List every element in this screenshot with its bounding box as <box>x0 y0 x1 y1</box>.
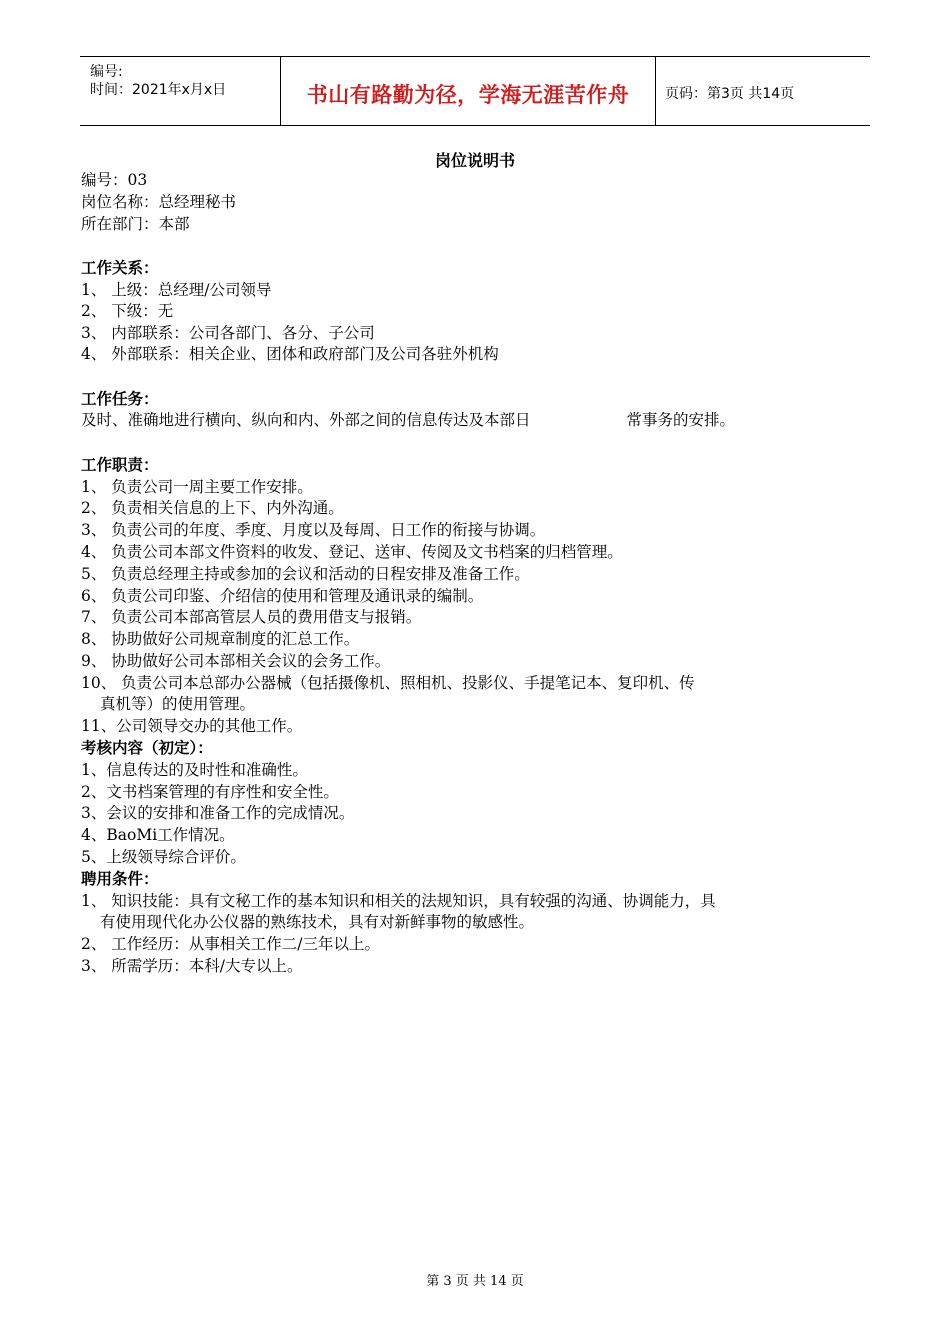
relations-item: 1、 上级：总经理/公司领导 <box>81 281 272 299</box>
assessment-item: 3、会议的安排和准备工作的完成情况。 <box>81 804 355 822</box>
info-position: 岗位名称：总经理秘书 <box>81 193 237 211</box>
header-page-label: 页码：第3页 共14页 <box>665 86 795 102</box>
relations-item: 2、 下级：无 <box>81 302 174 320</box>
duty-item-11: 11、公司领导交办的其他工作。 <box>81 717 303 735</box>
duty-item: 9、 协助做好公司本部相关会议的会务工作。 <box>81 652 391 670</box>
page-footer: 第 3 页 共 14 页 <box>426 1274 524 1289</box>
duty-item: 5、 负责总经理主持或参加的会议和活动的日程安排及准备工作。 <box>81 565 530 583</box>
relations-item: 3、 内部联系：公司各部门、各分、子公司 <box>81 324 375 342</box>
assessment-item: 2、文书档案管理的有序性和安全性。 <box>81 783 339 801</box>
task-text <box>81 410 735 431</box>
header-time-label: 时间：2021年x月x日 <box>90 82 227 98</box>
duty-item: 1、 负责公司一周主要工作安排。 <box>81 478 313 496</box>
hiring-item-1-line2: 有使用现代化办公仪器的熟练技术，具有对新鲜事物的敏感性。 <box>100 913 535 931</box>
duty-item-10-line1: 10、 负责公司本总部办公器械（包括摄像机、照相机、投影仪、手提笔记本、复印机、传 <box>81 674 695 692</box>
info-department: 所在部门：本部 <box>81 215 190 233</box>
task-heading: 工作任务： <box>81 390 159 408</box>
header-motto-cell <box>280 57 656 125</box>
header-page-cell <box>655 57 870 125</box>
hiring-item-3: 3、 所需学历：本科/大专以上。 <box>81 957 303 975</box>
duties-heading: 工作职责： <box>81 456 159 474</box>
duty-item: 8、 协助做好公司规章制度的汇总工作。 <box>81 630 360 648</box>
relations-item: 4、 外部联系：相关企业、团体和政府部门及公司各驻外机构 <box>81 345 499 363</box>
assessment-item: 5、上级领导综合评价。 <box>81 848 246 866</box>
header-table <box>80 56 870 126</box>
header-number-label: 编号: <box>90 64 123 80</box>
assessment-item: 1、信息传达的及时性和准确性。 <box>81 761 308 779</box>
hiring-heading: 聘用条件： <box>81 870 159 888</box>
assessment-item: 4、BaoMi工作情况。 <box>81 826 235 844</box>
hiring-item-1-line1: 1、 知识技能：具有文秘工作的基本知识和相关的法规知识，具有较强的沟通、协调能力，具 <box>81 892 716 910</box>
header-info-cell <box>80 57 280 125</box>
duty-item: 2、 负责相关信息的上下、内外沟通。 <box>81 499 344 517</box>
duty-item: 6、 负责公司印鉴、介绍信的使用和管理及通讯录的编制。 <box>81 587 484 605</box>
duty-item: 4、 负责公司本部文件资料的收发、登记、送审、传阅及文书档案的归档管理。 <box>81 543 623 561</box>
header-motto: 书山有路勤为径，学海无涯苦作舟 <box>306 83 630 107</box>
document-title: 岗位说明书 <box>434 151 515 170</box>
assessment-heading: 考核内容（初定）： <box>81 739 213 757</box>
hiring-item-2: 2、 工作经历：从事相关工作二/三年以上。 <box>81 935 381 953</box>
duty-item: 3、 负责公司的年度、季度、月度以及每周、日工作的衔接与协调。 <box>81 521 546 539</box>
info-number: 编号：03 <box>81 171 148 189</box>
duty-item-10-line2: 真机等）的使用管理。 <box>100 695 256 713</box>
task-text-part2: 常事务的安排。 <box>626 411 736 429</box>
relations-heading: 工作关系： <box>81 259 159 277</box>
task-text-part1: 及时、准确地进行横向、纵向和内、外部之间的信息传达及本部日 <box>81 411 531 429</box>
duty-item: 7、 负责公司本部高管层人员的费用借支与报销。 <box>81 608 422 626</box>
